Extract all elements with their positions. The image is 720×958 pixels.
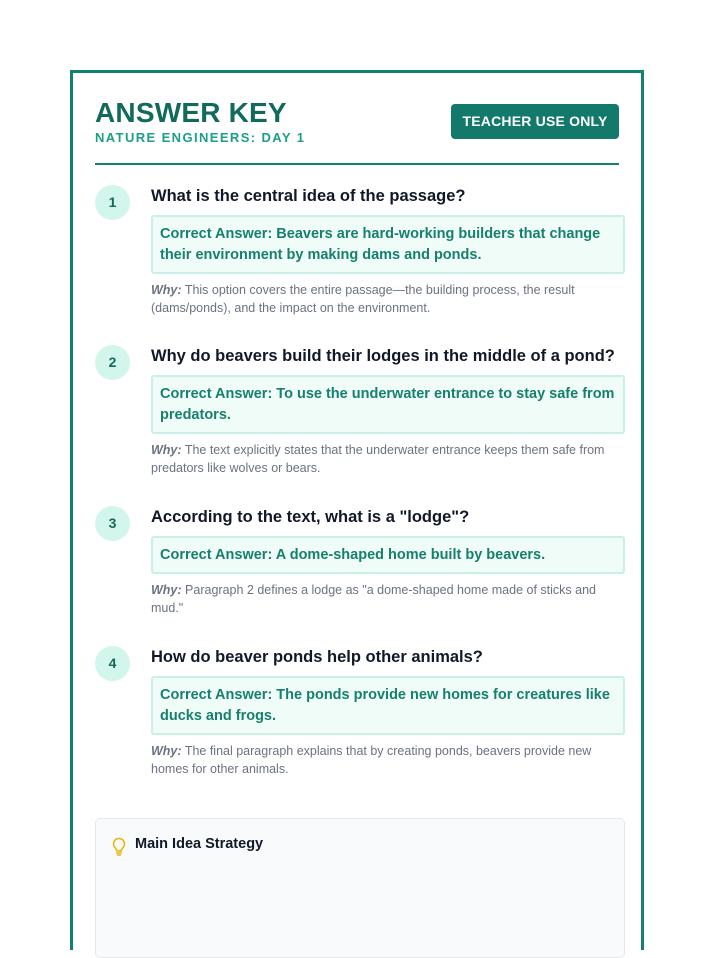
answer-line: predators. [160,407,231,423]
why-text: The text explicitly states that the underwater entrance keeps them safe from predators like wolves or bears. [151,443,605,475]
question-text: What is the central idea of the passage? [151,187,466,205]
question-text: Why do beavers build their lodges in the middle of a pond? [151,347,615,365]
question-text: According to the text, what is a "lodge"? [151,508,470,526]
page-title: ANSWER KEY [95,97,287,128]
why-label: Why: [151,744,182,758]
answer-explanation [151,441,625,477]
answer-explanation [151,742,625,778]
why-label: Why: [151,583,182,597]
answer-line: ducks and frogs. [160,708,277,724]
question-number: 1 [95,185,130,220]
correct-answer-box [151,676,625,735]
answer-line: Correct Answer: The ponds provide new homes for creatures like [160,687,610,703]
answer-explanation [151,281,625,317]
answer-line: Correct Answer: A dome-shaped home built by beavers. [160,547,546,563]
page-subtitle: NATURE ENGINEERS: DAY 1 [95,130,306,145]
why-text: The final paragraph explains that by creating ponds, beavers provide new homes for other animals. [151,744,592,776]
answer-explanation [151,581,625,617]
why-label: Why: [151,283,182,297]
why-text: Paragraph 2 defines a lodge as "a dome-shaped home made of sticks and mud." [151,583,596,615]
answer-line: Correct Answer: To use the underwater entrance to stay safe from [160,386,615,402]
why-label: Why: [151,443,182,457]
header [95,73,619,165]
why-text: This option covers the entire passage—the building process, the result (dams/ponds), and the impact on the environment. [151,283,575,315]
answer-key-sheet [70,70,644,950]
question-number: 4 [95,646,130,681]
strategy-title: Main Idea Strategy [135,836,264,852]
main-idea-strategy-box [95,818,625,958]
answer-line: Correct Answer: Beavers are hard-working builders that change [160,226,601,242]
question-text: How do beaver ponds help other animals? [151,648,483,666]
teacher-use-badge: TEACHER USE ONLY [451,104,619,139]
answer-line: their environment by making dams and ponds. [160,247,482,263]
lightbulb-icon [112,837,126,857]
correct-answer-box [151,215,625,274]
question-number: 2 [95,345,130,380]
correct-answer-box [151,536,625,574]
question-number: 3 [95,506,130,541]
correct-answer-box [151,375,625,434]
